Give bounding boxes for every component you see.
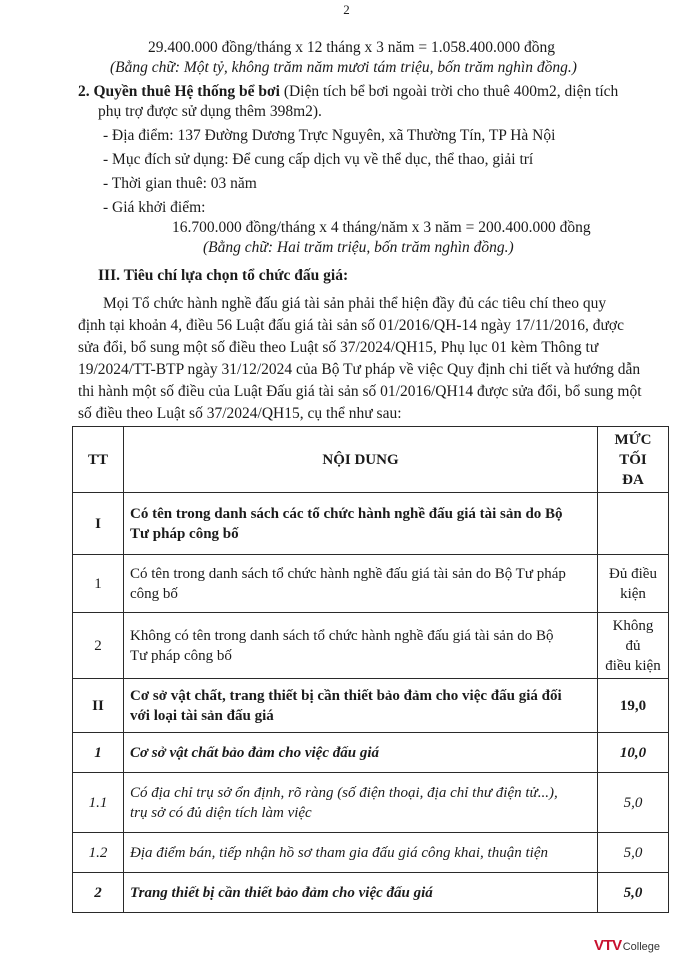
row-tt: 2 [73, 873, 124, 913]
row-max: 5,0 [598, 873, 669, 913]
table-row [73, 733, 669, 773]
section3-line-4: 19/2024/TT-BTP ngày 31/12/2024 của Bộ Tư pháp về việc Quy định chi tiết và hướng dẫn [78, 361, 641, 378]
header-max-line1: MỨC TỐI [614, 431, 652, 468]
asset2-heading-rest: (Diện tích bể bơi ngoài trời cho thuê 400m2, diện tích [279, 83, 619, 100]
table-row [73, 873, 669, 913]
row-max: 10,0 [598, 733, 669, 773]
row-max [598, 493, 669, 555]
row-content [124, 773, 598, 833]
vtv-college-watermark [594, 937, 660, 959]
row-content-line1: Cơ sở vật chất, trang thiết bị cần thiết bảo đảm cho việc đấu giá đối [130, 687, 562, 704]
row-content [124, 555, 598, 613]
asset2-location: - Địa điểm: 137 Đường Dương Trực Nguyên, xã Thường Tín, TP Hà Nội [103, 127, 556, 144]
row-max: 5,0 [598, 773, 669, 833]
row-content-line2: Tư pháp công bố [130, 647, 232, 664]
college-logo-text: College [622, 941, 660, 953]
header-content: NỘI DUNG [124, 427, 598, 493]
row-content-line2: với loại tài sản đấu giá [130, 707, 274, 724]
table-row [73, 555, 669, 613]
row-max-line1: Không đủ [612, 617, 654, 654]
row-content-line1: Có địa chỉ trụ sở ổn định, rõ ràng (số điện thoại, địa chỉ thư điện tử...), [130, 784, 558, 801]
row-tt: 2 [73, 613, 124, 679]
row-max-line2: điều kiện [605, 657, 661, 674]
section3-line-6: số điều theo Luật số 37/2024/QH15, cụ thể như sau: [78, 405, 402, 422]
row-content-line1: Không có tên trong danh sách tổ chức hành nghề đấu giá tài sản do Bộ [130, 627, 554, 644]
row-content-line2: công bố [130, 585, 178, 602]
row-content: Trang thiết bị cần thiết bảo đảm cho việc đấu giá [124, 873, 598, 913]
row-content [124, 679, 598, 733]
table-row [73, 833, 669, 873]
row-content [124, 493, 598, 555]
row-max-line1: Đủ điều [609, 565, 657, 582]
asset2-heading-line2: phụ trợ được sử dụng thêm 398m2). [98, 103, 322, 120]
asset2-heading-bold: 2. Quyền thuê Hệ thống bể bơi [78, 83, 280, 100]
row-tt: 1.1 [73, 773, 124, 833]
table-header-row [73, 427, 669, 493]
asset2-calculation: 16.700.000 đồng/tháng x 4 tháng/năm x 3 năm = 200.400.000 đồng [172, 219, 591, 236]
row-content-line1: Có tên trong danh sách tổ chức hành nghề đấu giá tài sản do Bộ Tư pháp [130, 565, 566, 582]
row-max [598, 555, 669, 613]
header-tt: TT [73, 427, 124, 493]
row-tt: 1 [73, 555, 124, 613]
vtv-logo-text: VTV [594, 937, 622, 954]
criteria-table [72, 426, 669, 913]
row-tt: II [73, 679, 124, 733]
asset2-duration: - Thời gian thuê: 03 năm [103, 175, 257, 192]
asset1-in-words: (Bằng chữ: Một tỷ, không trăm năm mươi tám triệu, bốn trăm nghìn đồng.) [110, 59, 577, 76]
row-content [124, 613, 598, 679]
asset2-start-price-label: - Giá khởi điểm: [103, 199, 206, 216]
section3-line-5: thi hành một số điều của Luật Đấu giá tài sản số 01/2016/QH14 được sửa đổi, bổ sung một [78, 383, 642, 400]
asset1-calculation: 29.400.000 đồng/tháng x 12 tháng x 3 năm = 1.058.400.000 đồng [148, 39, 555, 56]
row-content-line2: Tư pháp công bố [130, 525, 239, 542]
asset2-in-words: (Bằng chữ: Hai trăm triệu, bốn trăm nghìn đồng.) [203, 239, 514, 256]
asset2-heading [78, 82, 618, 102]
section3-line-1: Mọi Tổ chức hành nghề đấu giá tài sản phải thể hiện đầy đủ các tiêu chí theo quy [103, 295, 607, 312]
row-tt: 1.2 [73, 833, 124, 873]
header-max-line2: ĐA [622, 471, 644, 488]
row-content: Địa điểm bán, tiếp nhận hồ sơ tham gia đấu giá công khai, thuận tiện [124, 833, 598, 873]
table-row [73, 493, 669, 555]
section3-heading: III. Tiêu chí lựa chọn tổ chức đấu giá: [98, 267, 349, 284]
row-max-line2: kiện [620, 585, 646, 602]
row-max: 5,0 [598, 833, 669, 873]
page-number: 2 [343, 2, 350, 17]
section3-line-3: sửa đổi, bổ sung một số điều theo Luật số 37/2024/QH15, Phụ lục 01 kèm Thông tư [78, 339, 599, 356]
asset2-purpose: - Mục đích sử dụng: Để cung cấp dịch vụ về thể dục, thể thao, giải trí [103, 151, 534, 168]
row-content-line2: trụ sở có đủ diện tích làm việc [130, 804, 312, 821]
row-max: 19,0 [598, 679, 669, 733]
row-content: Cơ sở vật chất bảo đảm cho việc đấu giá [124, 733, 598, 773]
table-row [73, 679, 669, 733]
row-max [598, 613, 669, 679]
header-max-score [598, 427, 669, 493]
row-tt: I [73, 493, 124, 555]
table-row [73, 613, 669, 679]
row-content-line1: Có tên trong danh sách các tổ chức hành nghề đấu giá tài sản do Bộ [130, 505, 563, 522]
section3-line-2: định tại khoản 4, điều 56 Luật đấu giá tài sản số 01/2016/QH-14 ngày 17/11/2016, được [78, 317, 624, 334]
table-row [73, 773, 669, 833]
row-tt: 1 [73, 733, 124, 773]
